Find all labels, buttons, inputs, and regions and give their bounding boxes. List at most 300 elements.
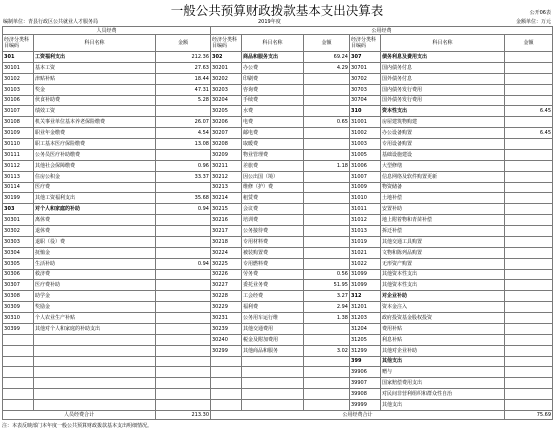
personnel-amount-cell [156,226,211,237]
personnel-amount-cell: 18.44 [156,73,211,84]
table-row [3,356,553,367]
public-name-cell: 房屋建筑物购建 [381,117,505,128]
personnel-name-cell: 医疗费补助 [34,280,156,291]
personnel-amount-cell [156,356,211,367]
table-row [3,149,553,160]
goods-code-cell: 30214 [211,193,242,204]
personnel-name-cell: 住房公积金 [34,171,156,182]
public-amount-cell [505,139,553,150]
goods-name-cell: 商品和服务支出 [242,52,304,63]
public-code-cell: 31002 [350,128,381,139]
goods-code-cell: 30225 [211,258,242,269]
table-row [3,389,553,400]
table-row [3,117,553,128]
goods-amount-cell: 4.29 [304,62,350,73]
goods-amount-cell: 1.38 [304,313,350,324]
public-name-cell: 其他资本性支出 [381,269,505,280]
personnel-code-cell: 30301 [3,215,34,226]
personnel-amount-cell [156,149,211,160]
personnel-name-cell: 绩效工资 [34,106,156,117]
personnel-name-cell: 退职（役）费 [34,236,156,247]
goods-name-cell: 工会经费 [242,291,304,302]
goods-amount-cell [304,149,350,160]
public-code-cell: 31099 [350,280,381,291]
personnel-code-cell: 30108 [3,117,34,128]
goods-name-cell: 会议费 [242,204,304,215]
goods-code-cell: 30201 [211,62,242,73]
goods-name-cell [242,367,304,378]
table-row [3,226,553,237]
personnel-amount-cell [156,345,211,356]
personnel-amount-cell [156,291,211,302]
personnel-name-cell: 抚恤金 [34,247,156,258]
personnel-name-cell: 其他社会保障缴费 [34,160,156,171]
goods-amount-cell [304,356,350,367]
personnel-code-cell [3,356,34,367]
goods-name-cell: 取暖费 [242,139,304,150]
personnel-amount-cell: 26.07 [156,117,211,128]
table-row [3,171,553,182]
goods-code-cell: 30209 [211,149,242,160]
goods-amount-cell [304,73,350,84]
compiling-unit: 编制单位：青县行政区公共就业人才服务局 [3,19,99,25]
public-code-cell: 31006 [350,160,381,171]
personnel-name-cell [34,400,156,411]
personnel-code-cell: 30106 [3,95,34,106]
personnel-name-cell: 医疗费 [34,182,156,193]
goods-code-cell: 30203 [211,84,242,95]
col-amount-header: 金额 [505,35,553,52]
goods-code-cell: 30239 [211,323,242,334]
public-name-cell: 资本性支出 [381,106,505,117]
goods-name-cell: 办公费 [242,62,304,73]
public-code-cell: 31205 [350,334,381,345]
public-code-cell: 39906 [350,367,381,378]
public-code-cell: 31010 [350,193,381,204]
goods-amount-cell [304,139,350,150]
table-row [3,291,553,302]
personnel-code-cell: 30305 [3,258,34,269]
col-name-header: 科目名称 [34,35,156,52]
personnel-amount-cell: 27.63 [156,62,211,73]
col-amount-header: 金额 [156,35,211,52]
col-name-header: 科目名称 [242,35,304,52]
table-row [3,106,553,117]
personnel-total-value: 213.30 [156,411,211,420]
personnel-name-cell: 津贴补贴 [34,73,156,84]
goods-code-cell: 30224 [211,247,242,258]
personnel-code-cell: 30399 [3,323,34,334]
public-code-cell: 30703 [350,84,381,95]
public-name-cell: 文物和陈列品购置 [381,247,505,258]
public-amount-cell [505,52,553,63]
personnel-code-cell [3,334,34,345]
public-amount-cell [505,258,553,269]
public-name-cell: 大型修缮 [381,160,505,171]
personnel-amount-cell [156,280,211,291]
goods-name-cell: 公务用车运行维 [242,313,304,324]
public-code-cell: 31003 [350,139,381,150]
goods-amount-cell: 0.65 [304,117,350,128]
public-code-cell: 31012 [350,215,381,226]
personnel-name-cell [34,356,156,367]
expenditure-table [2,26,553,420]
goods-code-cell: 30206 [211,117,242,128]
goods-name-cell: 手续费 [242,95,304,106]
personnel-code-cell: 30307 [3,280,34,291]
personnel-code-cell: 30101 [3,62,34,73]
goods-name-cell: 邮电费 [242,128,304,139]
personnel-code-cell: 30114 [3,182,34,193]
public-name-cell: 其他支出 [381,356,505,367]
public-code-cell: 310 [350,106,381,117]
personnel-amount-cell: 0.94 [156,258,211,269]
personnel-amount-cell [156,302,211,313]
personnel-code-cell: 30308 [3,291,34,302]
goods-code-cell: 302 [211,52,242,63]
personnel-name-cell: 助学金 [34,291,156,302]
public-amount-cell [505,378,553,389]
goods-code-cell: 30212 [211,171,242,182]
table-row [3,269,553,280]
personnel-name-cell: 救济费 [34,269,156,280]
goods-code-cell: 30213 [211,182,242,193]
public-code-cell: 31204 [350,323,381,334]
goods-code-cell: 30228 [211,291,242,302]
personnel-code-cell [3,400,34,411]
personnel-code-cell: 30306 [3,269,34,280]
public-code-cell: 31021 [350,247,381,258]
public-name-cell: 国内债务发行费用 [381,84,505,95]
personnel-amount-cell [156,334,211,345]
goods-amount-cell [304,193,350,204]
goods-code-cell: 30204 [211,95,242,106]
goods-amount-cell [304,334,350,345]
public-name-cell: 国内债务付息 [381,62,505,73]
goods-code-cell: 30227 [211,280,242,291]
goods-name-cell: 税金及附加费用 [242,334,304,345]
personnel-name-cell: 生活补助 [34,258,156,269]
public-name-cell: 费用补贴 [381,323,505,334]
public-amount-cell [505,389,553,400]
table-row [3,182,553,193]
public-amount-cell [505,149,553,160]
public-code-cell: 31001 [350,117,381,128]
goods-code-cell: 30229 [211,302,242,313]
table-row [3,215,553,226]
public-code-cell: 31299 [350,345,381,356]
public-amount-cell [505,171,553,182]
public-name-cell: 利息补贴 [381,334,505,345]
personnel-code-cell: 30109 [3,128,34,139]
public-code-cell: 312 [350,291,381,302]
goods-code-cell: 30215 [211,204,242,215]
public-code-cell: 399 [350,356,381,367]
personnel-code-cell: 30199 [3,193,34,204]
goods-amount-cell [304,400,350,411]
personnel-code-cell: 30103 [3,84,34,95]
public-name-cell: 拆迁补偿 [381,226,505,237]
public-amount-cell [505,84,553,95]
goods-amount-cell [304,389,350,400]
goods-code-cell: 30217 [211,226,242,237]
public-code-cell: 307 [350,52,381,63]
personnel-name-cell: 公务员医疗补助缴费 [34,149,156,160]
goods-code-cell: 30202 [211,73,242,84]
personnel-name-cell [34,345,156,356]
public-amount-cell [505,247,553,258]
personnel-name-cell [34,389,156,400]
goods-amount-cell [304,258,350,269]
table-row [3,204,553,215]
report-title: 一般公共预算财政拨款基本支出决算表 [170,3,384,18]
personnel-amount-cell [156,378,211,389]
personnel-code-cell: 301 [3,52,34,63]
goods-name-cell: 租赁费 [242,193,304,204]
personnel-code-cell: 30110 [3,139,34,150]
table-row [3,378,553,389]
goods-amount-cell [304,84,350,95]
public-amount-cell [505,400,553,411]
personnel-name-cell: 伙食补助费 [34,95,156,106]
personnel-name-cell: 其他工资福利支出 [34,193,156,204]
goods-code-cell [211,400,242,411]
public-code-cell: 31007 [350,171,381,182]
public-amount-cell [505,236,553,247]
goods-amount-cell [304,226,350,237]
goods-name-cell: 差旅费 [242,160,304,171]
public-name-cell: 无形资产购置 [381,258,505,269]
goods-code-cell: 30205 [211,106,242,117]
table-row [3,258,553,269]
public-code-cell: 31099 [350,269,381,280]
goods-name-cell: 维修（护）费 [242,182,304,193]
goods-amount-cell: 1.18 [304,160,350,171]
goods-name-cell: 专用燃料费 [242,258,304,269]
personnel-name-cell [34,378,156,389]
table-row [3,367,553,378]
goods-name-cell: 水费 [242,106,304,117]
public-name-cell: 国外债务付息 [381,73,505,84]
public-header: 公用经费 [211,27,553,35]
personnel-code-cell [3,345,34,356]
table-row [3,345,553,356]
personnel-name-cell [34,334,156,345]
personnel-amount-cell: 13.08 [156,139,211,150]
goods-name-cell [242,389,304,400]
table-row [3,334,553,345]
goods-name-cell: 被装购置费 [242,247,304,258]
public-amount-cell [505,323,553,334]
public-name-cell: 国家赔偿费用支出 [381,378,505,389]
table-row [3,193,553,204]
personnel-amount-cell [156,215,211,226]
goods-code-cell: 30226 [211,269,242,280]
goods-name-cell: 福利费 [242,302,304,313]
goods-amount-cell: 69.24 [304,52,350,63]
public-amount-cell [505,356,553,367]
goods-amount-cell: 3.27 [304,291,350,302]
goods-amount-cell [304,247,350,258]
goods-name-cell: 因公出国（境） [242,171,304,182]
personnel-amount-cell: 212.36 [156,52,211,63]
goods-code-cell: 30211 [211,160,242,171]
public-code-cell: 30701 [350,62,381,73]
public-name-cell: 地上附着物和青苗补偿 [381,215,505,226]
public-amount-cell [505,345,553,356]
personnel-name-cell: 工资福利支出 [34,52,156,63]
personnel-amount-cell [156,269,211,280]
goods-code-cell [211,367,242,378]
personnel-amount-cell [156,313,211,324]
personnel-amount-cell [156,367,211,378]
public-amount-cell [505,73,553,84]
goods-code-cell: 30207 [211,128,242,139]
goods-name-cell: 其他交通费用 [242,323,304,334]
personnel-code-cell: 30310 [3,313,34,324]
goods-amount-cell: 3.02 [304,345,350,356]
public-amount-cell [505,62,553,73]
public-amount-cell [505,95,553,106]
personnel-amount-cell [156,389,211,400]
personnel-amount-cell: 5.28 [156,95,211,106]
personnel-name-cell: 职业年金缴费 [34,128,156,139]
public-amount-cell [505,204,553,215]
public-code-cell: 39999 [350,400,381,411]
personnel-amount-cell [156,247,211,258]
table-row [3,313,553,324]
col-code-header: 经济分类科目编码 [350,35,381,52]
public-amount-cell [505,193,553,204]
personnel-name-cell: 机关事业单位基本养老保险缴费 [34,117,156,128]
goods-amount-cell [304,204,350,215]
goods-code-cell: 30216 [211,215,242,226]
table-row [3,247,553,258]
public-amount-cell: 6.45 [505,106,553,117]
personnel-code-cell: 30111 [3,149,34,160]
public-name-cell: 其他资本性支出 [381,280,505,291]
public-name-cell: 赠与 [381,367,505,378]
personnel-name-cell: 基本工资 [34,62,156,73]
footnote: 注：本表反映部门本年度一般公共预算财政拨款基本支出明细情况。 [2,423,153,429]
goods-amount-cell [304,215,350,226]
personnel-code-cell: 30107 [3,106,34,117]
public-amount-cell: 6.45 [505,128,553,139]
goods-name-cell: 电费 [242,117,304,128]
public-name-cell: 土地补偿 [381,193,505,204]
public-name-cell: 其他交通工具购置 [381,236,505,247]
goods-amount-cell [304,182,350,193]
personnel-amount-cell: 4.54 [156,128,211,139]
public-amount-cell [505,367,553,378]
public-name-cell: 对企业补助 [381,291,505,302]
personnel-name-cell: 职工基本医疗保险缴费 [34,139,156,150]
col-code-header: 经济分类科目编码 [211,35,242,52]
goods-amount-cell [304,378,350,389]
table-row [3,139,553,150]
goods-code-cell: 30218 [211,236,242,247]
personnel-name-cell: 退休费 [34,226,156,237]
goods-code-cell: 30299 [211,345,242,356]
public-total-label: 公用经费合计 [211,411,505,420]
personnel-amount-cell: 0.96 [156,160,211,171]
currency-unit: 金额单位：万元 [515,19,551,25]
table-row [3,84,553,95]
goods-code-cell [211,356,242,367]
public-code-cell: 31203 [350,313,381,324]
public-code-cell: 31013 [350,226,381,237]
personnel-code-cell [3,389,34,400]
public-name-cell: 物资储备 [381,182,505,193]
public-name-cell: 信息网络及软件购置更新 [381,171,505,182]
personnel-name-cell: 其他对个人和家庭的补助支出 [34,323,156,334]
public-name-cell: 专用设备购置 [381,139,505,150]
table-row [3,323,553,334]
goods-amount-cell [304,323,350,334]
public-amount-cell [505,313,553,324]
public-code-cell: 31005 [350,149,381,160]
goods-code-cell: 30231 [211,313,242,324]
public-amount-cell [505,160,553,171]
public-code-cell: 31019 [350,236,381,247]
table-row [3,62,553,73]
personnel-code-cell: 30309 [3,302,34,313]
personnel-code-cell: 30112 [3,160,34,171]
goods-amount-cell: 0.56 [304,269,350,280]
personnel-code-cell: 30113 [3,171,34,182]
goods-name-cell: 印刷费 [242,73,304,84]
personnel-total-label: 人员经费合计 [3,411,156,420]
table-code: 公开06表 [529,10,551,16]
table-row [3,73,553,84]
table-row [3,128,553,139]
public-amount-cell [505,280,553,291]
goods-name-cell [242,356,304,367]
public-amount-cell [505,302,553,313]
personnel-name-cell [34,367,156,378]
goods-code-cell: 30208 [211,139,242,150]
personnel-code-cell: 30102 [3,73,34,84]
goods-code-cell: 30240 [211,334,242,345]
table-row [3,52,553,63]
personnel-amount-cell [156,236,211,247]
personnel-amount-cell [156,400,211,411]
personnel-name-cell: 对个人和家庭的补助 [34,204,156,215]
public-amount-cell [505,291,553,302]
goods-name-cell: 劳务费 [242,269,304,280]
public-amount-cell [505,215,553,226]
public-name-cell: 安置补助 [381,204,505,215]
goods-amount-cell [304,171,350,182]
public-amount-cell [505,269,553,280]
personnel-name-cell: 奖励金 [34,302,156,313]
personnel-code-cell: 30303 [3,236,34,247]
public-code-cell: 30704 [350,95,381,106]
personnel-code-cell: 30302 [3,226,34,237]
personnel-amount-cell [156,182,211,193]
personnel-amount-cell: 35.68 [156,193,211,204]
goods-amount-cell [304,128,350,139]
goods-amount-cell: 51.95 [304,280,350,291]
public-name-cell: 债务利息及费用支出 [381,52,505,63]
table-row [3,236,553,247]
goods-name-cell: 培训费 [242,215,304,226]
goods-code-cell [211,378,242,389]
table-row [3,160,553,171]
public-name-cell: 基础设施建设 [381,149,505,160]
public-name-cell: 其他对企业补助 [381,345,505,356]
personnel-name-cell: 奖金 [34,84,156,95]
